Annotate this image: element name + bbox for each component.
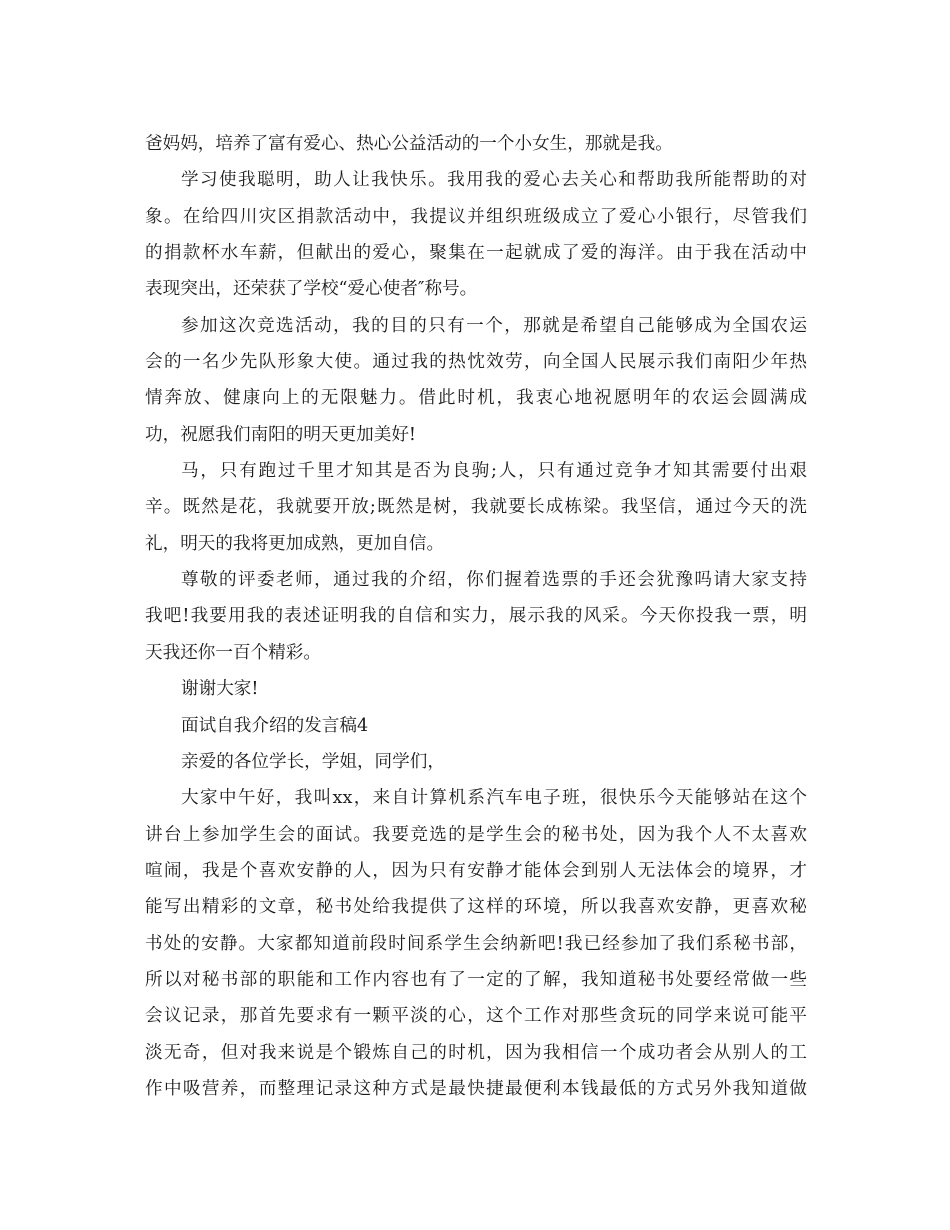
salutation-line: 亲爱的各位学长，学姐，同学们，: [181, 751, 445, 772]
text-line: 爸妈妈，培养了富有爱心、热心公益活动的一个小女生，那就是我。: [145, 134, 673, 154]
paragraph-first-line: 参加这次竞选活动，我的目的只有一个，那就是希望自己能够成为全国农运: [181, 315, 807, 336]
text-line: 作中吸营养，而整理记录这种方式是最快捷最便利本钱最低的方式另外我知道做: [145, 1078, 807, 1099]
paragraph-first-line: 尊敬的评委老师，通过我的介绍，你们握着选票的手还会犹豫吗请大家支持: [181, 570, 807, 591]
text-line: 所以对秘书部的职能和工作内容也有了一定的了解，我知道秘书处要经常做一些: [145, 969, 807, 990]
text-line: 象。在给四川灾区捐款活动中，我提议并组织班级成立了爱心小银行，尽管我们: [145, 206, 807, 227]
paragraph-first-line: 马，只有跑过千里才知其是否为良驹;人，只有通过竞争才知其需要付出艰: [181, 461, 807, 482]
text-line: 功，祝愿我们南阳的明天更加美好!: [145, 424, 416, 445]
text-line: 天我还你一百个精彩。: [145, 642, 321, 663]
text-line: 表现突出，还荣获了学校“爱心使者″称号。: [145, 279, 478, 300]
paragraph-first-line: 大家中午好，我叫xx，来自计算机系汽车电子班，很快乐今天能够站在这个: [181, 788, 807, 809]
text-line: 辛。既然是花，我就要开放;既然是树，我就要长成栋梁。我坚信，通过今天的洗: [145, 497, 807, 518]
text-line: 会议记录，那首先要求有一颗平淡的心，这个工作对那些贪玩的同学来说可能平: [145, 1006, 807, 1027]
text-line: 能写出精彩的文章，秘书处给我提供了这样的环境，所以我喜欢安静，更喜欢秘: [145, 897, 807, 918]
document-body: [145, 126, 807, 1107]
text-line: 礼，明天的我将更加成熟，更加自信。: [145, 533, 445, 554]
text-line: 会的一名少先队形象大使。通过我的热忱效劳，向全国人民展示我们南阳少年热: [145, 352, 807, 373]
text-line: 的捐款杯水车薪，但献出的爱心，聚集在一起就成了爱的海洋。由于我在活动中: [145, 243, 807, 264]
paragraph-line: 谢谢大家!: [181, 679, 259, 700]
section-heading: 面试自我介绍的发言稿4: [181, 715, 369, 736]
text-line: 喧闹，我是个喜欢安静的人，因为只有安静才能体会到别人无法体会的境界，才: [145, 860, 807, 881]
text-line: 讲台上参加学生会的面试。我要竞选的是学生会的秘书处，因为我个人不太喜欢: [145, 824, 807, 845]
paragraph-first-line: 学习使我聪明，助人让我快乐。我用我的爱心去关心和帮助我所能帮助的对: [181, 170, 807, 191]
text-line: 情奔放、健康向上的无限魅力。借此时机，我衷心地祝愿明年的农运会圆满成: [145, 388, 807, 409]
text-line: 我吧!我要用我的表述证明我的自信和实力，展示我的风采。今天你投我一票，明: [145, 606, 807, 627]
text-line: 淡无奇，但对我来说是个锻炼自己的时机，因为我相信一个成功者会从别人的工: [145, 1042, 807, 1063]
text-line: 书处的安静。大家都知道前段时间系学生会纳新吧!我已经参加了我们系秘书部，: [145, 933, 807, 954]
